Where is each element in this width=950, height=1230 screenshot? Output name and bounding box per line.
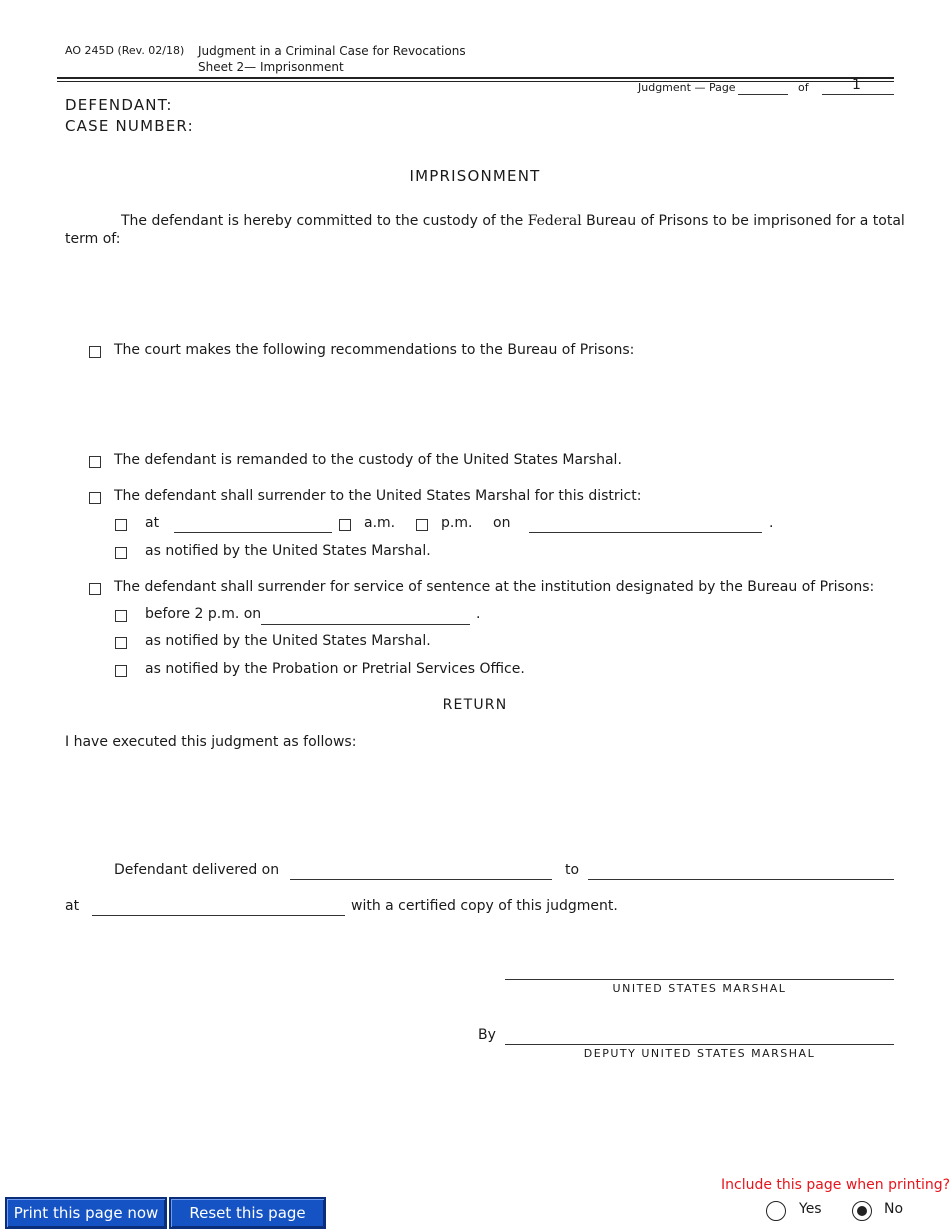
at-label: at: [145, 515, 160, 531]
print-page-button[interactable]: Print this page now: [5, 1197, 167, 1229]
sheet-label: Sheet 2— Imprisonment: [198, 60, 344, 74]
recommendations-checkbox[interactable]: [89, 346, 101, 358]
executed-label: I have executed this judgment as follows:: [65, 734, 357, 750]
include-yes-radio[interactable]: [766, 1201, 786, 1221]
case-number-label: CASE NUMBER:: [65, 117, 194, 135]
pm-checkbox[interactable]: [416, 519, 428, 531]
selected-dot: [857, 1206, 867, 1216]
surrender-district-label: The defendant shall surrender to the United States Marshal for this district:: [114, 488, 642, 504]
page-total-field[interactable]: [822, 94, 894, 95]
page-total-value: 1: [852, 77, 861, 93]
deputy-label: DEPUTY UNITED STATES MARSHAL: [583, 1047, 816, 1060]
section-title: IMPRISONMENT: [409, 167, 541, 185]
notified-probation-label: as notified by the Probation or Pretrial Services Office.: [145, 661, 525, 677]
delivered-on-label: Defendant delivered on: [114, 862, 280, 878]
period-2: .: [476, 606, 481, 622]
remanded-checkbox[interactable]: [89, 456, 101, 468]
before-2pm-date-field[interactable]: [261, 624, 470, 625]
reset-page-button[interactable]: Reset this page: [169, 1197, 326, 1229]
notified-marshal-2-label: as notified by the United States Marshal.: [145, 633, 431, 649]
include-no-radio[interactable]: [852, 1201, 872, 1221]
surrender-district-checkbox[interactable]: [89, 492, 101, 504]
include-yes-label: Yes: [799, 1201, 822, 1217]
before-2pm-checkbox[interactable]: [115, 610, 127, 622]
by-label: By: [478, 1027, 496, 1043]
remanded-label: The defendant is remanded to the custody of the United States Marshal.: [114, 452, 622, 468]
delivered-date-field[interactable]: [290, 879, 552, 880]
defendant-label: DEFENDANT:: [65, 96, 173, 114]
surrender-institution-checkbox[interactable]: [89, 583, 101, 595]
surrender-date-field[interactable]: [529, 532, 762, 533]
judgment-page-label: Judgment — Page: [638, 81, 736, 94]
before-2pm-label: before 2 p.m. on: [145, 606, 262, 622]
notified-marshal-2-checkbox[interactable]: [115, 637, 127, 649]
deputy-signature-field[interactable]: [505, 1044, 894, 1045]
delivered-place-field[interactable]: [92, 915, 345, 916]
marshal-label: UNITED STATES MARSHAL: [612, 982, 787, 995]
form-id: AO 245D (Rev. 02/18): [65, 44, 185, 57]
surrender-time-field[interactable]: [174, 532, 332, 533]
notified-marshal-1-checkbox[interactable]: [115, 547, 127, 559]
of-label: of: [798, 81, 809, 94]
intro-line-1: The defendant is hereby committed to the custody of the Federal Bureau of Prisons to be imprisoned for a total: [121, 213, 905, 229]
marshal-signature-field[interactable]: [505, 979, 894, 980]
notified-marshal-1-label: as notified by the United States Marshal.: [145, 543, 431, 559]
certified-copy-label: with a certified copy of this judgment.: [351, 898, 618, 914]
header-rule-top: [57, 77, 894, 79]
surrender-institution-label: The defendant shall surrender for service of sentence at the institution designated by the Bureau of Prisons:: [114, 579, 875, 595]
surrender-at-checkbox[interactable]: [115, 519, 127, 531]
period-1: .: [769, 515, 774, 531]
page-number-field[interactable]: [738, 94, 788, 95]
on-label: on: [493, 515, 511, 531]
form-title: Judgment in a Criminal Case for Revocations: [198, 44, 466, 58]
am-label: a.m.: [364, 515, 396, 531]
include-no-label: No: [884, 1201, 904, 1217]
intro-line-2: term of:: [65, 231, 121, 247]
header-rule-bottom: [57, 81, 894, 82]
delivered-to-field[interactable]: [588, 879, 894, 880]
pm-label: p.m.: [441, 515, 473, 531]
notified-probation-checkbox[interactable]: [115, 665, 127, 677]
return-title: RETURN: [442, 697, 508, 713]
include-page-question: Include this page when printing?: [721, 1177, 950, 1193]
am-checkbox[interactable]: [339, 519, 351, 531]
to-label: to: [565, 862, 580, 878]
at-place-label: at: [65, 898, 80, 914]
recommendations-label: The court makes the following recommendations to the Bureau of Prisons:: [114, 342, 635, 358]
